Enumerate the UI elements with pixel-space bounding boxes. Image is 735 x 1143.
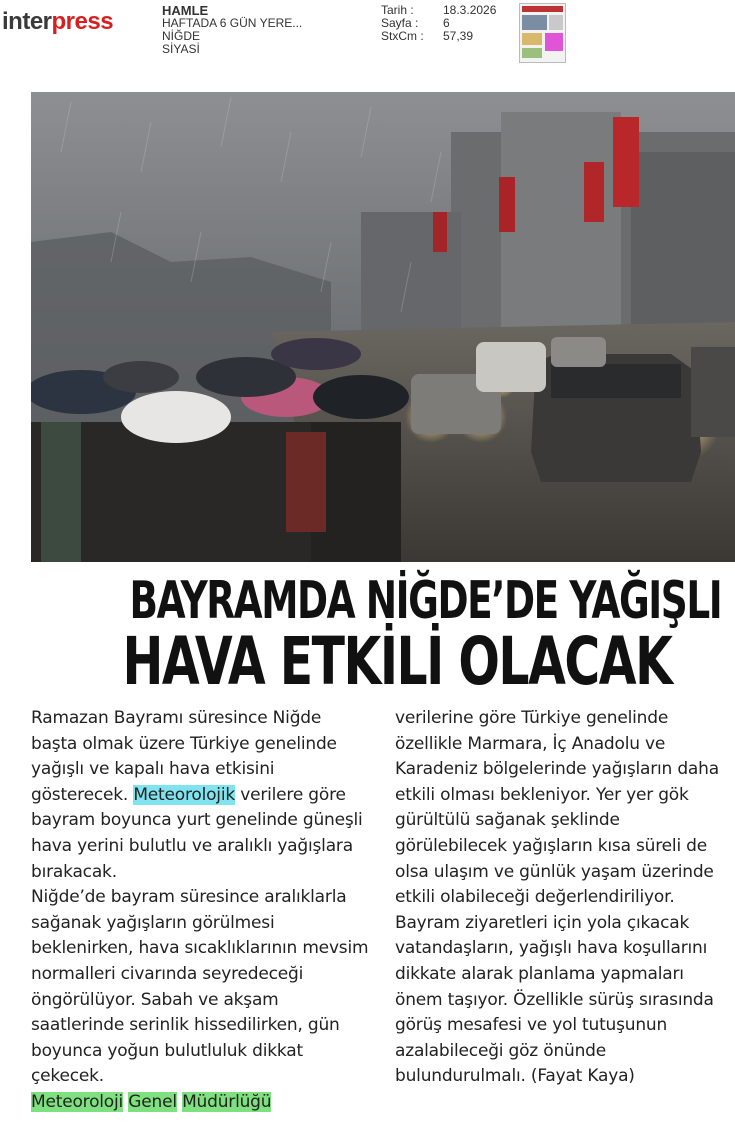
highlighted-keyword: Genel [128, 1091, 177, 1112]
paragraph [31, 1090, 369, 1116]
paragraph-text: verilere göre bayram boyunca yurt genelinde güneşli hava yerini bulutlu ve aralıklı yağışlara bırakacak. [31, 784, 363, 882]
highlighted-keyword: Meteorolojik [133, 784, 235, 805]
section-label: SİYASİ [162, 42, 200, 56]
paragraph: Bayram ziyaretleri için yola çıkacak vatandaşların, yağışlı hava koşullarını dikkate alarak planlama yapmaları önem taşıyor. Özellikle sürüş sırasında görüş mesafesi ve yol tutuşunun azalabileceği göz önünde bulundurulmalı. (Fayat Kaya) [395, 912, 714, 1087]
headline-line-2: HAVA ETKİLİ OLACAK [122, 623, 672, 700]
headline-line-1: BAYRAMDA NİĞDE’DE YAĞIŞLI [129, 571, 722, 631]
paragraph-text: Ramazan Bayramı süresince Niğde başta olmak üzere Türkiye genelinde yağışlı ve kapalı hava etkisini gösterecek. [31, 708, 337, 805]
paragraph: verilerine göre Türkiye genelinde özellikle Marmara, İç Anadolu ve Karadeniz bölgelerinde yağışların daha etkili olması bekleniyor. Yer yer gök gürültülü sağanak şeklinde görülebilecek yağışların kısa süreli de olsa ulaşım ve günlük yaşam üzerinde etkili olabileceği değerlendiriliyor. [395, 708, 719, 908]
paragraph [31, 706, 369, 885]
publication-name: HAMLE [162, 3, 209, 18]
meta-key: StxCm : [381, 29, 424, 43]
article-photo [31, 92, 735, 562]
article-headline [31, 571, 735, 700]
meta-value: 6 [443, 16, 450, 30]
highlighted-keyword: Meteoroloji [31, 1091, 124, 1112]
page-thumbnail[interactable] [519, 3, 566, 63]
highlighted-keyword: Müdürlüğü [182, 1091, 272, 1112]
paragraph: Niğde’de bayram süresince aralıklarla sağanak yağışların görülmesi beklenirken, hava sıcaklıklarının mevsim normalleri civarında seyredeceği öngörülüyor. Sabah ve akşam saatlerinde serinlik hissedilirken, gün boyunca yoğun bulutluluk dikkat çekecek. [31, 887, 369, 1087]
clipping-meta [381, 4, 496, 43]
article-column-1 [31, 706, 369, 1116]
headline-short: HAFTADA 6 GÜN YERE... [162, 16, 303, 30]
clipping-info [162, 4, 302, 56]
meta-key: Sayfa : [381, 16, 419, 30]
article-column-2 [395, 706, 733, 1090]
city-label: NİĞDE [162, 29, 201, 43]
interpress-logo [2, 8, 126, 38]
meta-value: 57,39 [443, 29, 474, 43]
meta-key: Tarih : [381, 3, 414, 17]
logo-text: interpress [2, 8, 114, 35]
meta-value: 18.3.2026 [443, 3, 497, 17]
meta-row-size [381, 30, 496, 43]
